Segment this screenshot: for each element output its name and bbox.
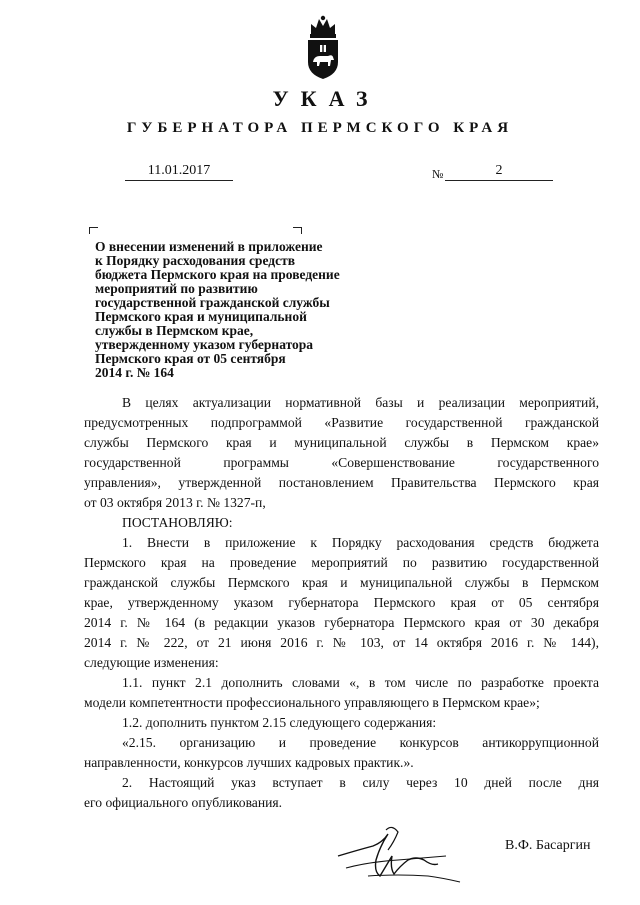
subject-corner-left <box>89 227 98 234</box>
body-line: крае, утвержденному указом губернатора Пермского края от 05 сентября <box>84 595 599 610</box>
subject-line: государственной гражданской службы <box>95 295 330 310</box>
body-line: 1. Внести в приложение к Порядку расходования средств бюджета <box>122 535 599 550</box>
decree-keyword: ПОСТАНОВЛЯЮ: <box>122 515 233 530</box>
body-line: модели компетентности профессионального управляющего в Пермском крае»; <box>84 695 540 710</box>
document-subtitle: ГУБЕРНАТОРА ПЕРМСКОГО КРАЯ <box>126 120 514 136</box>
document-title: УКАЗ <box>272 86 380 111</box>
body-line: управления», утвержденной постановлением Правительства Пермского края <box>84 475 599 490</box>
subject-line: утвержденному указом губернатора <box>95 337 314 352</box>
subject-line: Пермского края от 05 сентября <box>95 351 286 366</box>
subject-line: Пермского края и муниципальной <box>95 309 307 324</box>
body-line: Пермского края на проведение мероприятий по развитию государственной <box>84 555 599 570</box>
subject-line: мероприятий по развитию <box>95 281 258 296</box>
body-line: службы Пермского края и муниципальной службы в Пермском крае» <box>84 435 599 450</box>
body-line: государственной программы «Совершенствование государственного <box>84 455 599 470</box>
handwritten-signature <box>328 816 468 892</box>
document-date: 11.01.2017 <box>125 163 233 181</box>
subject-line: О внесении изменений в приложение <box>95 239 323 254</box>
body-line: 2. Настоящий указ вступает в силу через 10 дней после дня <box>122 775 599 790</box>
body-line: 2014 г. № 164 (в редакции указов губернатора Пермского края от 30 декабря <box>84 615 599 630</box>
body-line: гражданской службы Пермского края и муниципальной службы в Пермском <box>84 575 599 590</box>
document-number: 2 <box>445 163 553 181</box>
subject-line: службы в Пермском крае, <box>95 323 254 338</box>
body-line: 2014 г. № 222, от 21 июня 2016 г. № 103, от 14 октября 2016 г. № 144), <box>84 635 599 650</box>
body-line: его официального опубликования. <box>84 795 283 810</box>
body-line: предусмотренных подпрограммой «Развитие государственной гражданской <box>84 415 599 430</box>
body-line: «2.15. организацию и проведение конкурсов антикоррупционной <box>122 735 599 750</box>
subject-line: бюджета Пермского края на проведение <box>95 267 340 282</box>
body-line: 1.1. пункт 2.1 дополнить словами «, в том числе по разработке проекта <box>122 675 599 690</box>
subject-corner-right <box>293 227 302 234</box>
body-line: направленности, конкурсов лучших кадровых практик.». <box>84 755 414 770</box>
number-label: № <box>432 167 444 181</box>
body-line: 1.2. дополнить пунктом 2.15 следующего содержания: <box>122 715 437 730</box>
subject-line: к Порядку расходования средств <box>95 253 296 268</box>
document-body <box>84 393 599 813</box>
body-line: следующие изменения: <box>84 655 219 670</box>
perm-krai-coat-of-arms-icon <box>303 14 343 80</box>
document-subject <box>95 240 380 380</box>
subject-line: 2014 г. № 164 <box>95 365 174 380</box>
signer-name: В.Ф. Басаргин <box>505 838 591 853</box>
body-line: В целях актуализации нормативной базы и реализации мероприятий, <box>122 395 599 410</box>
body-line: от 03 октября 2013 г. № 1327-п, <box>84 495 266 510</box>
